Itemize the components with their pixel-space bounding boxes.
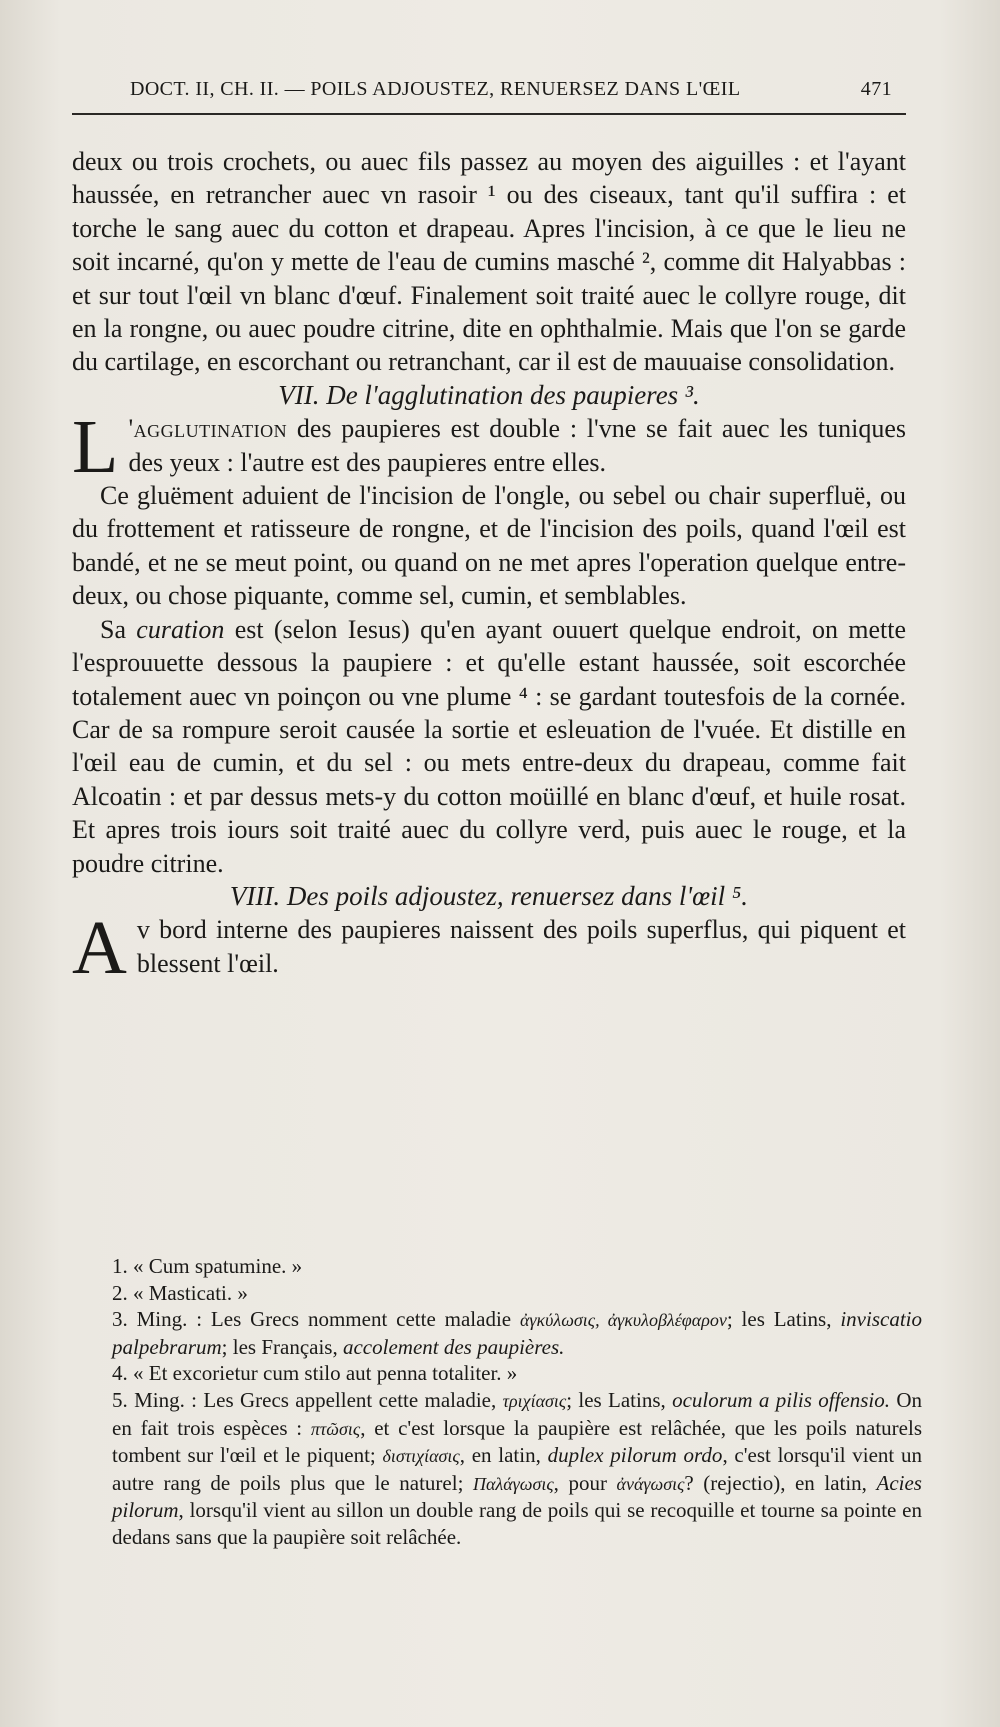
- fn3-italic-2: accolement des paupières.: [342, 1334, 565, 1359]
- fn5-greek-2: πτῶσις: [310, 1418, 361, 1439]
- paragraph-agglutination-text: des paupieres est double : l'vne se fait auec les tuniques des yeux : l'autre est des paupieres entre elles.: [128, 414, 906, 477]
- running-head: [130, 78, 900, 101]
- header-rule: [72, 113, 906, 115]
- fn5-f: , c'est lorsqu'il vient un autre rang de poils plus que le naturel;: [112, 1443, 922, 1495]
- fn3-c: ; les Français,: [221, 1334, 343, 1359]
- paragraph-poils-text: v bord interne des paupieres naissent des poils superflus, qui piquent et blessent l'œil.: [136, 915, 906, 978]
- footnote-1: 1. « Cum spatumine. »: [112, 1254, 303, 1278]
- fn5-g: , pour: [553, 1470, 617, 1495]
- fn5-c: On en fait trois espèces :: [112, 1387, 923, 1440]
- fn5-italic-1: oculorum a pilis offensio.: [672, 1387, 891, 1412]
- paragraph-poils: [72, 906, 906, 991]
- paragraph-agglutination: [72, 405, 906, 490]
- curation-prefix: Sa: [100, 614, 137, 644]
- section-heading-viii: VIII. Des poils adjoustez, renuersez dans l'œil ⁵.: [229, 880, 749, 911]
- curation-italic: curation: [136, 614, 225, 644]
- footnote-4: 4. « Et excorietur cum stilo aut penna totaliter. »: [112, 1361, 518, 1386]
- paragraph-continuation: deux ou trois crochets, ou auec fils passez au moyen des aiguilles : et l'ayant haussée, en retrancher auec vn rasoir ¹ ou des ciseaux, tant qu'il suffira : et torche le sang auec du cotton et drapeau. Apres l'incision, à ce que le lieu ne soit incarné, qu'on y mette de l'eau de cumins masché ², comme dit Halyabbas : et sur tout l'œil vn blanc d'œuf. Finalement soit traité auec le collyre rouge, dit en la rongne, ou auec poudre citrine, dite en ophthalmie. Mais que l'on se garde du cartilage, en escorchant ou retranchant, car il est de mauuaise consolidation.: [72, 147, 906, 377]
- paragraph-curation: [72, 613, 906, 880]
- fn3-italic-1: inviscatio palpebrarum: [112, 1307, 922, 1359]
- fn5-a: 5. Ming. : Les Grecs appellent cette maladie,: [112, 1387, 503, 1412]
- small-caps-word: 'agglutination: [128, 414, 288, 444]
- drop-cap-a: A: [72, 906, 127, 991]
- running-head-title: DOCT. II, CH. II. — POILS ADJOUSTEZ, RENUERSEZ DANS L'ŒIL: [130, 78, 741, 100]
- main-text: [72, 145, 906, 991]
- fn5-italic-2: duplex pilorum ordo: [547, 1443, 723, 1468]
- footnote-3: [112, 1306, 922, 1360]
- footnotes: [112, 1253, 922, 1551]
- fn3-greek: ἀγκύλωσις, ἀγκυλοβλέφαρον: [519, 1310, 727, 1331]
- paragraph-causes: Ce gluëment aduient de l'incision de l'ongle, ou sebel ou chair superfluë, ou du frottement et ratisseure de rongne, et de l'incision des poils, quand l'œil est bandé, et ne se meut point, ou quand on ne met apres l'operation quelque entre-deux, ou chose piquante, comme sel, cumin, et semblables.: [72, 481, 906, 611]
- fn5-greek-5: ἀνάγωσις: [616, 1473, 685, 1494]
- curation-text: est (selon Iesus) qu'en ayant ouuert quelque endroit, on mette l'esprouuette dessous la paupiere : et qu'elle estant haussée, soit escorchée totalement auec vn poinçon ou vne plume ⁴ : se gardant toutesfois de la cornée. Car de sa rompure seroit causée la sortie et esleuation de l'vuée. Et distille en l'œil eau de cumin, et du sel : ou mets entre-deux du drapeau, comme fait Alcoatin : et par dessus mets-y du cotton moüillé en blanc d'œuf, et huile rosat. Et apres trois iours soit traité auec du collyre verd, puis auec le rouge, et la poudre citrine.: [72, 614, 906, 878]
- drop-cap-l: L: [72, 405, 119, 490]
- fn5-greek-4: Παλάγωσις: [472, 1473, 554, 1494]
- fn5-d: , et c'est lorsque la paupière est relâchée, que les poils naturels tombent sur l'œil et le piquent;: [112, 1415, 922, 1468]
- page-number: 471: [860, 78, 892, 100]
- footnote-2: 2. « Masticati. »: [112, 1280, 248, 1305]
- fn5-j: , lorsqu'il vient au sillon un double rang de poils qui se recoquille et tourne sa pointe en dedans sans que la paupière soit relâchée.: [112, 1498, 922, 1549]
- fn5-b: ; les Latins,: [566, 1387, 673, 1412]
- fn5-greek-3: διστιχίασις: [382, 1446, 460, 1467]
- fn5-greek-1: τριχίασις: [502, 1390, 567, 1411]
- fn3-a: 3. Ming. : Les Grecs nomment cette maladie: [112, 1307, 520, 1332]
- section-heading-vii: VII. De l'agglutination des paupieres ³.: [278, 379, 700, 410]
- footnote-5: [112, 1387, 922, 1551]
- fn3-b: ; les Latins,: [726, 1307, 841, 1332]
- fn5-h: ? (rejectio), en latin,: [684, 1470, 877, 1495]
- fn5-e: , en latin,: [459, 1443, 548, 1468]
- fn5-italic-3: Acies pilorum: [112, 1470, 922, 1523]
